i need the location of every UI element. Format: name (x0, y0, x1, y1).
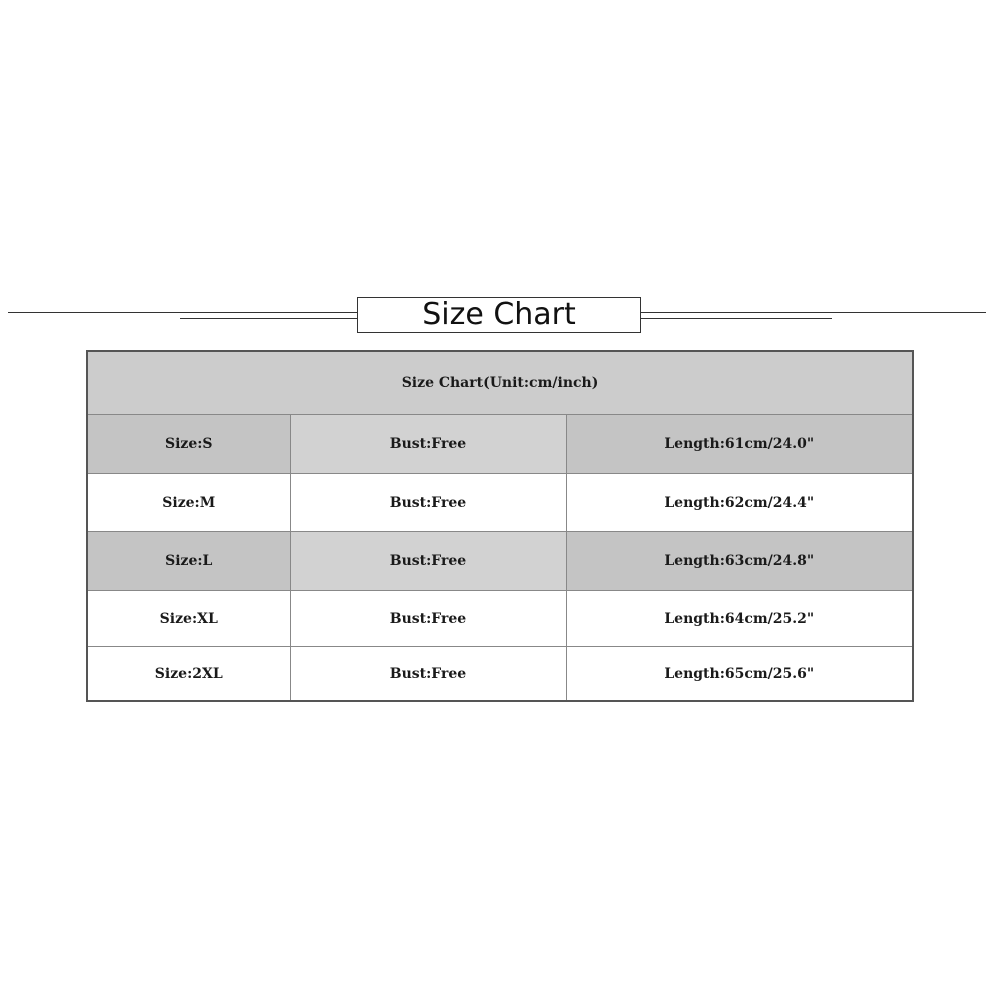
bust-cell: Bust:Free (290, 474, 566, 532)
table-caption: Size Chart(Unit:cm/inch) (87, 351, 913, 415)
size-cell: Size:L (87, 532, 290, 591)
length-cell: Length:63cm/24.8" (566, 532, 913, 591)
table-row (87, 474, 913, 532)
length-cell: Length:62cm/24.4" (566, 474, 913, 532)
bust-cell: Bust:Free (290, 415, 566, 474)
table-row (87, 647, 913, 702)
size-chart-table (86, 350, 914, 702)
table-row (87, 415, 913, 474)
length-cell: Length:61cm/24.0" (566, 415, 913, 474)
table-row (87, 532, 913, 591)
table-row (87, 591, 913, 647)
size-cell: Size:S (87, 415, 290, 474)
length-cell: Length:64cm/25.2" (566, 591, 913, 647)
size-cell: Size:2XL (87, 647, 290, 702)
length-cell: Length:65cm/25.6" (566, 647, 913, 702)
page-title: Size Chart (422, 297, 576, 332)
title-box (357, 297, 641, 333)
bust-cell: Bust:Free (290, 591, 566, 647)
table-caption-row (87, 351, 913, 415)
size-cell: Size:XL (87, 591, 290, 647)
bust-cell: Bust:Free (290, 532, 566, 591)
size-cell: Size:M (87, 474, 290, 532)
bust-cell: Bust:Free (290, 647, 566, 702)
